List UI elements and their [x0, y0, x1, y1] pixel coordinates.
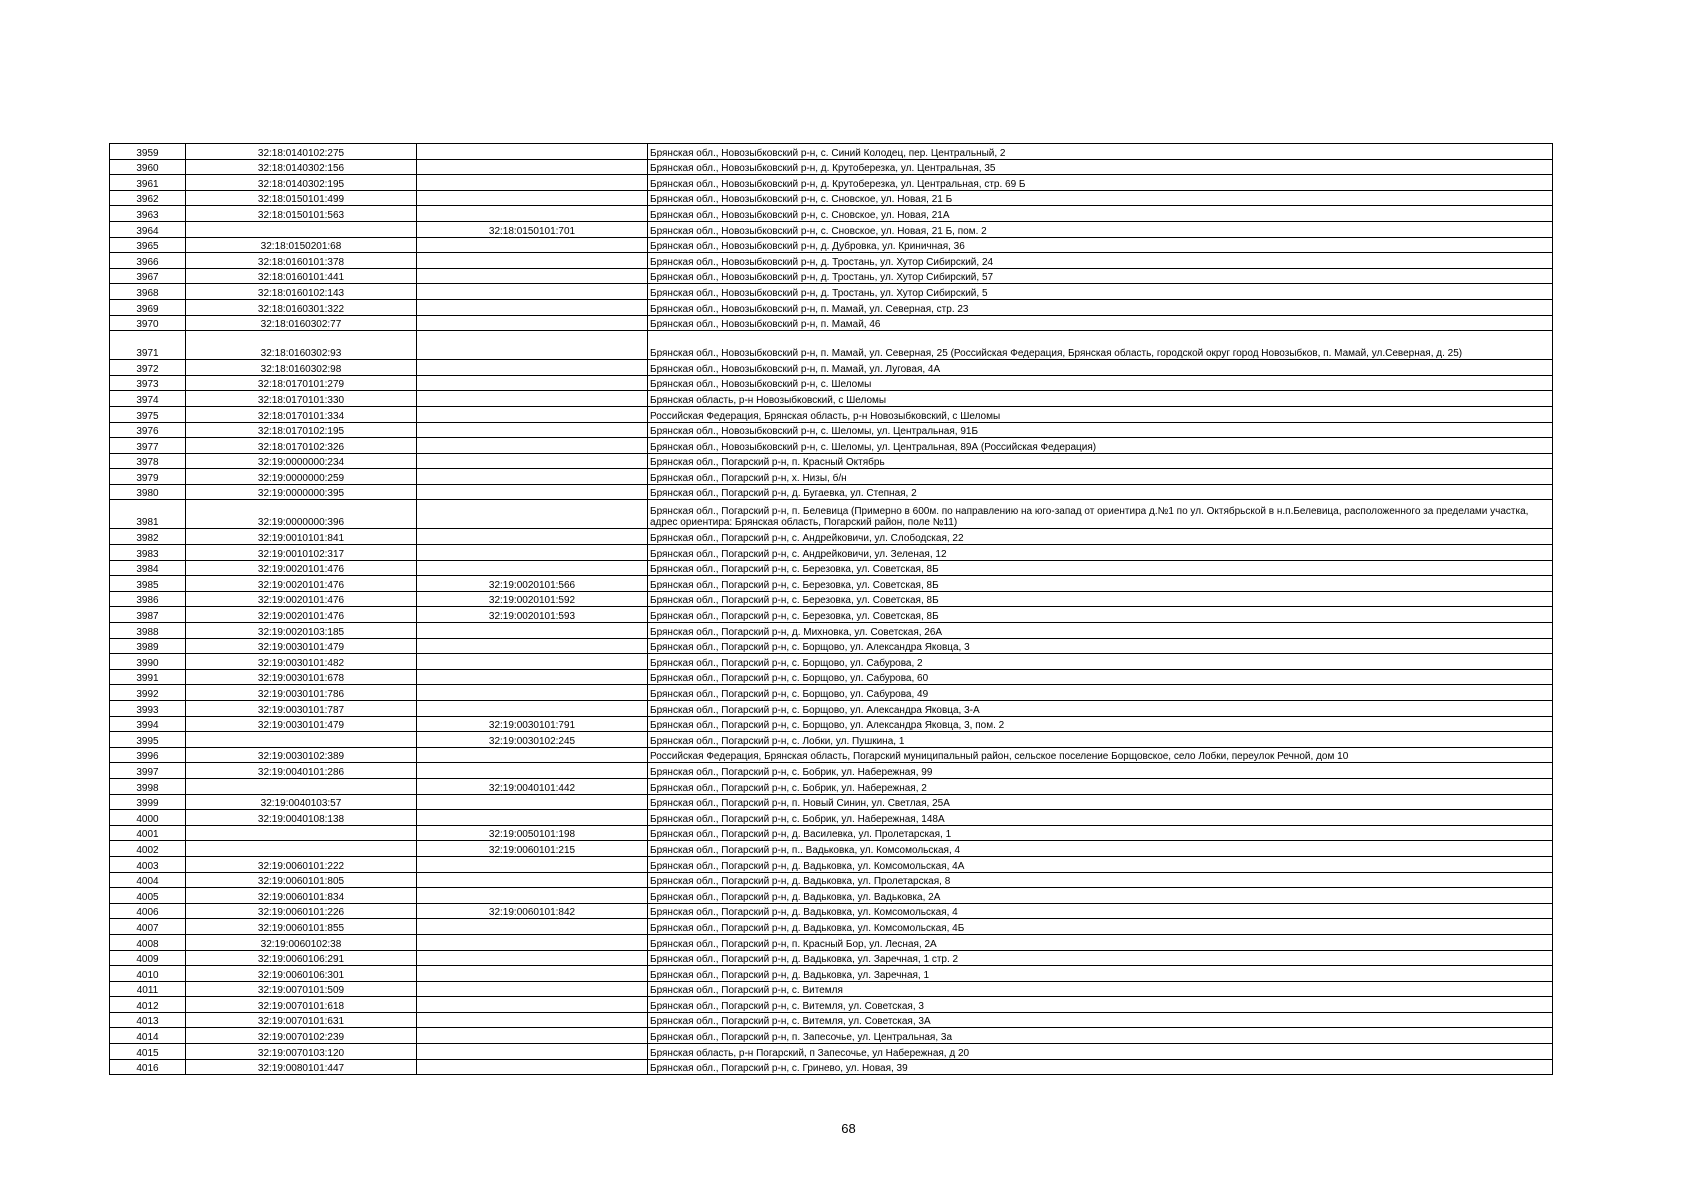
table-row [110, 576, 1553, 592]
table-row [110, 778, 1553, 794]
row-number-cell: 4003 [110, 856, 186, 872]
address-cell: Брянская обл., Новозыбковский р-н, с. Шеломы, ул. Центральная, 89А (Российская Федерация) [648, 438, 1553, 454]
table-row [110, 591, 1553, 607]
cadastral-number-cell: 32:19:0060101:855 [186, 919, 417, 935]
address-cell: Российская Федерация, Брянская область, р-н Новозыбковский, с Шеломы [648, 406, 1553, 422]
related-cadastral-number-cell [417, 623, 648, 639]
related-cadastral-number-cell [417, 810, 648, 826]
address-cell: Брянская обл., Погарский р-н, с. Борщово, ул. Александра Яковца, 3-А [648, 701, 1553, 717]
address-cell: Брянская обл., Новозыбковский р-н, д. Тростань, ул. Хутор Сибирский, 57 [648, 268, 1553, 284]
table-row [110, 144, 1553, 160]
cadastral-number-cell: 32:19:0060101:805 [186, 872, 417, 888]
related-cadastral-number-cell [417, 997, 648, 1013]
address-cell: Брянская обл., Погарский р-н, д. Вадьковка, ул. Пролетарская, 8 [648, 872, 1553, 888]
related-cadastral-number-cell [417, 331, 648, 360]
table-row [110, 175, 1553, 191]
cadastral-number-cell: 32:19:0030102:389 [186, 747, 417, 763]
address-cell: Брянская обл., Новозыбковский р-н, д. Крутоберезка, ул. Центральная, 35 [648, 159, 1553, 175]
related-cadastral-number-cell [417, 299, 648, 315]
related-cadastral-number-cell [417, 919, 648, 935]
related-cadastral-number-cell [417, 422, 648, 438]
row-number-cell: 4010 [110, 966, 186, 982]
row-number-cell: 3977 [110, 438, 186, 454]
address-cell: Брянская обл., Погарский р-н, с. Борщово, ул. Александра Яковца, 3, пом. 2 [648, 716, 1553, 732]
row-number-cell: 3995 [110, 732, 186, 748]
related-cadastral-number-cell [417, 144, 648, 160]
address-cell: Брянская обл., Погарский р-н, с. Витемля, ул. Советская, 3 [648, 997, 1553, 1013]
address-cell: Брянская обл., Погарский р-н, с. Борщово, ул. Сабурова, 2 [648, 654, 1553, 670]
row-number-cell: 4015 [110, 1044, 186, 1060]
cadastral-number-cell: 32:19:0010101:841 [186, 529, 417, 545]
row-number-cell: 3974 [110, 391, 186, 407]
table-row [110, 500, 1553, 529]
address-cell: Брянская обл., Погарский р-н, х. Низы, б/н [648, 469, 1553, 485]
row-number-cell: 3997 [110, 763, 186, 779]
cadastral-number-cell: 32:19:0060106:301 [186, 966, 417, 982]
table-row [110, 638, 1553, 654]
table-row [110, 888, 1553, 904]
address-cell: Брянская обл., Новозыбковский р-н, д. Тростань, ул. Хутор Сибирский, 24 [648, 253, 1553, 269]
related-cadastral-number-cell [417, 981, 648, 997]
table-row [110, 484, 1553, 500]
table-row [110, 299, 1553, 315]
cadastral-number-cell: 32:19:0070101:618 [186, 997, 417, 1013]
cadastral-number-cell: 32:18:0160302:77 [186, 315, 417, 331]
table-row [110, 1044, 1553, 1060]
row-number-cell: 3982 [110, 529, 186, 545]
table-row [110, 1059, 1553, 1075]
address-cell: Брянская обл., Новозыбковский р-н, с. Сновское, ул. Новая, 21 Б [648, 190, 1553, 206]
address-cell: Брянская обл., Погарский р-н, д. Бугаевка, ул. Степная, 2 [648, 484, 1553, 500]
row-number-cell: 4002 [110, 841, 186, 857]
row-number-cell: 4001 [110, 825, 186, 841]
table-row [110, 747, 1553, 763]
table-row [110, 545, 1553, 561]
cadastral-number-cell: 32:18:0170101:334 [186, 406, 417, 422]
address-cell: Брянская обл., Погарский р-н, п. Белевица (Примерно в 600м. по направлению на юго-запад от ориентира д.№1 по ул. Октябрьской в н.п.Белевица, расположенного за пределами участка, адрес ориентира: Брянская область, Погарский район, поле №11) [648, 500, 1553, 529]
row-number-cell: 3966 [110, 253, 186, 269]
related-cadastral-number-cell [417, 950, 648, 966]
table-row [110, 934, 1553, 950]
cadastral-number-cell: 32:19:0010102:317 [186, 545, 417, 561]
row-number-cell: 3999 [110, 794, 186, 810]
row-number-cell: 3969 [110, 299, 186, 315]
related-cadastral-number-cell [417, 856, 648, 872]
related-cadastral-number-cell [417, 315, 648, 331]
cadastral-number-cell: 32:18:0150201:68 [186, 237, 417, 253]
address-cell: Брянская обл., Новозыбковский р-н, с. Синий Колодец, пер. Центральный, 2 [648, 144, 1553, 160]
cadastral-number-cell: 32:19:0060106:291 [186, 950, 417, 966]
related-cadastral-number-cell [417, 1059, 648, 1075]
row-number-cell: 3979 [110, 469, 186, 485]
row-number-cell: 4009 [110, 950, 186, 966]
address-cell: Брянская обл., Новозыбковский р-н, д. Дубровка, ул. Криничная, 36 [648, 237, 1553, 253]
cadastral-number-cell: 32:19:0070101:509 [186, 981, 417, 997]
cadastral-number-cell [186, 221, 417, 237]
cadastral-number-cell: 32:18:0150101:499 [186, 190, 417, 206]
related-cadastral-number-cell [417, 1044, 648, 1060]
row-number-cell: 3972 [110, 360, 186, 376]
table-row [110, 841, 1553, 857]
address-cell: Брянская обл., Погарский р-н, с. Гринево, ул. Новая, 39 [648, 1059, 1553, 1075]
row-number-cell: 3976 [110, 422, 186, 438]
row-number-cell: 4008 [110, 934, 186, 950]
related-cadastral-number-cell: 32:19:0040101:442 [417, 778, 648, 794]
address-cell: Брянская обл., Погарский р-н, д. Василевка, ул. Пролетарская, 1 [648, 825, 1553, 841]
table-row [110, 654, 1553, 670]
related-cadastral-number-cell [417, 438, 648, 454]
table-row [110, 810, 1553, 826]
row-number-cell: 3992 [110, 685, 186, 701]
cadastral-number-cell: 32:19:0020101:476 [186, 576, 417, 592]
table-row [110, 331, 1553, 360]
row-number-cell: 3983 [110, 545, 186, 561]
address-cell: Брянская обл., Новозыбковский р-н, д. Крутоберезка, ул. Центральная, стр. 69 Б [648, 175, 1553, 191]
cadastral-number-cell [186, 841, 417, 857]
related-cadastral-number-cell [417, 484, 648, 500]
related-cadastral-number-cell [417, 453, 648, 469]
row-number-cell: 3967 [110, 268, 186, 284]
related-cadastral-number-cell [417, 175, 648, 191]
table-row [110, 716, 1553, 732]
row-number-cell: 3986 [110, 591, 186, 607]
related-cadastral-number-cell [417, 159, 648, 175]
address-cell: Брянская обл., Новозыбковский р-н, п. Мамай, ул. Луговая, 4А [648, 360, 1553, 376]
cadastral-number-cell: 32:18:0170101:279 [186, 375, 417, 391]
related-cadastral-number-cell: 32:19:0020101:566 [417, 576, 648, 592]
address-cell: Брянская обл., Погарский р-н, д. Вадьковка, ул. Комсомольская, 4Б [648, 919, 1553, 935]
cadastral-number-cell: 32:19:0030101:678 [186, 669, 417, 685]
row-number-cell: 3961 [110, 175, 186, 191]
cadastral-number-cell: 32:19:0060102:38 [186, 934, 417, 950]
row-number-cell: 3978 [110, 453, 186, 469]
table-row [110, 159, 1553, 175]
row-number-cell: 3968 [110, 284, 186, 300]
related-cadastral-number-cell [417, 1028, 648, 1044]
cadastral-number-cell: 32:18:0170102:195 [186, 422, 417, 438]
related-cadastral-number-cell [417, 391, 648, 407]
table-row [110, 685, 1553, 701]
table-row [110, 391, 1553, 407]
row-number-cell: 4005 [110, 888, 186, 904]
table-row [110, 315, 1553, 331]
cadastral-number-cell: 32:19:0030101:787 [186, 701, 417, 717]
cadastral-number-cell: 32:19:0060101:226 [186, 903, 417, 919]
address-cell: Брянская обл., Погарский р-н, д. Вадьковка, ул. Вадьковка, 2А [648, 888, 1553, 904]
row-number-cell: 4006 [110, 903, 186, 919]
address-cell: Брянская обл., Новозыбковский р-н, д. Тростань, ул. Хутор Сибирский, 5 [648, 284, 1553, 300]
address-cell: Брянская обл., Погарский р-н, с. Березовка, ул. Советская, 8Б [648, 560, 1553, 576]
table-row [110, 950, 1553, 966]
related-cadastral-number-cell: 32:19:0060101:842 [417, 903, 648, 919]
cadastral-number-cell: 32:19:0070101:631 [186, 1012, 417, 1028]
row-number-cell: 3962 [110, 190, 186, 206]
related-cadastral-number-cell [417, 469, 648, 485]
table-row [110, 360, 1553, 376]
cadastral-number-cell: 32:18:0160302:93 [186, 331, 417, 360]
table-row [110, 253, 1553, 269]
row-number-cell: 3988 [110, 623, 186, 639]
address-cell: Брянская обл., Погарский р-н, с. Березовка, ул. Советская, 8Б [648, 591, 1553, 607]
row-number-cell: 3984 [110, 560, 186, 576]
cadastral-number-cell: 32:19:0000000:259 [186, 469, 417, 485]
related-cadastral-number-cell: 32:18:0150101:701 [417, 221, 648, 237]
table-row [110, 701, 1553, 717]
address-cell: Брянская обл., Новозыбковский р-н, с. Шеломы, ул. Центральная, 91Б [648, 422, 1553, 438]
table-row [110, 981, 1553, 997]
address-cell: Брянская обл., Погарский р-н, с. Андрейковичи, ул. Зеленая, 12 [648, 545, 1553, 561]
related-cadastral-number-cell [417, 1012, 648, 1028]
related-cadastral-number-cell [417, 654, 648, 670]
address-cell: Брянская обл., Погарский р-н, с. Борщово, ул. Сабурова, 49 [648, 685, 1553, 701]
related-cadastral-number-cell [417, 360, 648, 376]
table-row [110, 190, 1553, 206]
table-row [110, 825, 1553, 841]
cadastral-number-cell: 32:19:0020103:185 [186, 623, 417, 639]
table-row [110, 221, 1553, 237]
address-cell: Брянская обл., Погарский р-н, с. Бобрик, ул. Набережная, 99 [648, 763, 1553, 779]
row-number-cell: 4000 [110, 810, 186, 826]
address-cell: Брянская обл., Погарский р-н, с. Витемля, ул. Советская, 3А [648, 1012, 1553, 1028]
row-number-cell: 4004 [110, 872, 186, 888]
cadastral-number-cell: 32:19:0060101:222 [186, 856, 417, 872]
related-cadastral-number-cell [417, 794, 648, 810]
cadastral-number-cell: 32:19:0000000:234 [186, 453, 417, 469]
address-cell: Брянская обл., Погарский р-н, с. Бобрик, ул. Набережная, 148А [648, 810, 1553, 826]
page-number: 68 [841, 1121, 856, 1136]
related-cadastral-number-cell [417, 701, 648, 717]
related-cadastral-number-cell [417, 190, 648, 206]
related-cadastral-number-cell [417, 268, 648, 284]
related-cadastral-number-cell: 32:19:0060101:215 [417, 841, 648, 857]
table-row [110, 284, 1553, 300]
address-cell: Брянская обл., Новозыбковский р-н, с. Сновское, ул. Новая, 21А [648, 206, 1553, 222]
cadastral-number-cell: 32:18:0160101:378 [186, 253, 417, 269]
related-cadastral-number-cell: 32:19:0050101:198 [417, 825, 648, 841]
cadastral-number-cell: 32:19:0040101:286 [186, 763, 417, 779]
cadastral-number-cell: 32:18:0170102:326 [186, 438, 417, 454]
address-cell: Брянская обл., Погарский р-н, п. Запесочье, ул. Центральная, 3а [648, 1028, 1553, 1044]
address-cell: Брянская обл., Погарский р-н, с. Борщово, ул. Сабурова, 60 [648, 669, 1553, 685]
address-cell: Брянская обл., Погарский р-н, д. Вадьковка, ул. Заречная, 1 стр. 2 [648, 950, 1553, 966]
related-cadastral-number-cell [417, 545, 648, 561]
address-cell: Брянская обл., Новозыбковский р-н, п. Мамай, ул. Северная, 25 (Российская Федерация, Брянская область, городской округ город Новозыбков, п. Мамай, ул.Северная, д. 25) [648, 331, 1553, 360]
row-number-cell: 3994 [110, 716, 186, 732]
cadastral-number-cell [186, 825, 417, 841]
cadastral-number-cell: 32:18:0160301:322 [186, 299, 417, 315]
cadastral-number-cell: 32:18:0170101:330 [186, 391, 417, 407]
cadastral-number-cell: 32:19:0040103:57 [186, 794, 417, 810]
table-row [110, 453, 1553, 469]
row-number-cell: 3963 [110, 206, 186, 222]
related-cadastral-number-cell [417, 500, 648, 529]
row-number-cell: 4011 [110, 981, 186, 997]
related-cadastral-number-cell [417, 253, 648, 269]
related-cadastral-number-cell [417, 638, 648, 654]
cadastral-number-cell: 32:19:0030101:479 [186, 638, 417, 654]
related-cadastral-number-cell [417, 406, 648, 422]
address-cell: Брянская обл., Погарский р-н, с. Березовка, ул. Советская, 8Б [648, 607, 1553, 623]
cadastral-number-cell [186, 778, 417, 794]
table-row [110, 856, 1553, 872]
row-number-cell: 3993 [110, 701, 186, 717]
registry-table-body [110, 144, 1553, 1075]
cadastral-number-cell: 32:19:0030101:479 [186, 716, 417, 732]
cadastral-number-cell: 32:19:0020101:476 [186, 560, 417, 576]
row-number-cell: 3989 [110, 638, 186, 654]
table-row [110, 732, 1553, 748]
related-cadastral-number-cell: 32:19:0020101:592 [417, 591, 648, 607]
address-cell: Брянская обл., Погарский р-н, д. Михновка, ул. Советская, 26А [648, 623, 1553, 639]
related-cadastral-number-cell [417, 284, 648, 300]
related-cadastral-number-cell: 32:19:0030101:791 [417, 716, 648, 732]
row-number-cell: 3973 [110, 375, 186, 391]
row-number-cell: 3998 [110, 778, 186, 794]
related-cadastral-number-cell [417, 872, 648, 888]
table-row [110, 607, 1553, 623]
cadastral-number-cell: 32:19:0070102:239 [186, 1028, 417, 1044]
table-row [110, 375, 1553, 391]
related-cadastral-number-cell [417, 375, 648, 391]
table-row [110, 794, 1553, 810]
table-row [110, 623, 1553, 639]
address-cell: Брянская обл., Погарский р-н, с. Березовка, ул. Советская, 8Б [648, 576, 1553, 592]
row-number-cell: 3965 [110, 237, 186, 253]
cadastral-number-cell: 32:18:0140102:275 [186, 144, 417, 160]
address-cell: Брянская обл., Погарский р-н, д. Вадьковка, ул. Комсомольская, 4 [648, 903, 1553, 919]
related-cadastral-number-cell [417, 560, 648, 576]
table-row [110, 669, 1553, 685]
registry-table [109, 143, 1553, 1075]
address-cell: Брянская обл., Погарский р-н, п.. Вадьковка, ул. Комсомольская, 4 [648, 841, 1553, 857]
row-number-cell: 3996 [110, 747, 186, 763]
address-cell: Брянская обл., Новозыбковский р-н, с. Сновское, ул. Новая, 21 Б, пом. 2 [648, 221, 1553, 237]
cadastral-number-cell: 32:18:0160102:143 [186, 284, 417, 300]
cadastral-number-cell: 32:18:0160302:98 [186, 360, 417, 376]
related-cadastral-number-cell [417, 763, 648, 779]
row-number-cell: 4014 [110, 1028, 186, 1044]
row-number-cell: 3959 [110, 144, 186, 160]
table-row [110, 919, 1553, 935]
row-number-cell: 3987 [110, 607, 186, 623]
related-cadastral-number-cell: 32:19:0020101:593 [417, 607, 648, 623]
related-cadastral-number-cell [417, 747, 648, 763]
related-cadastral-number-cell [417, 888, 648, 904]
cadastral-number-cell: 32:19:0070103:120 [186, 1044, 417, 1060]
row-number-cell: 3981 [110, 500, 186, 529]
cadastral-number-cell: 32:19:0020101:476 [186, 607, 417, 623]
address-cell: Брянская обл., Погарский р-н, с. Андрейковичи, ул. Слободская, 22 [648, 529, 1553, 545]
related-cadastral-number-cell: 32:19:0030102:245 [417, 732, 648, 748]
address-cell: Брянская обл., Погарский р-н, п. Новый Синин, ул. Светлая, 25А [648, 794, 1553, 810]
table-row [110, 1028, 1553, 1044]
related-cadastral-number-cell [417, 934, 648, 950]
cadastral-number-cell: 32:19:0030101:482 [186, 654, 417, 670]
address-cell: Брянская обл., Новозыбковский р-н, п. Мамай, 46 [648, 315, 1553, 331]
address-cell: Брянская обл., Погарский р-н, с. Лобки, ул. Пушкина, 1 [648, 732, 1553, 748]
table-row [110, 237, 1553, 253]
cadastral-number-cell: 32:19:0080101:447 [186, 1059, 417, 1075]
row-number-cell: 4007 [110, 919, 186, 935]
table-row [110, 268, 1553, 284]
row-number-cell: 3991 [110, 669, 186, 685]
row-number-cell: 3985 [110, 576, 186, 592]
address-cell: Брянская обл., Погарский р-н, п. Красный Бор, ул. Лесная, 2А [648, 934, 1553, 950]
row-number-cell: 3960 [110, 159, 186, 175]
row-number-cell: 3971 [110, 331, 186, 360]
address-cell: Брянская обл., Погарский р-н, п. Красный Октябрь [648, 453, 1553, 469]
table-row [110, 997, 1553, 1013]
address-cell: Брянская обл., Новозыбковский р-н, п. Мамай, ул. Северная, стр. 23 [648, 299, 1553, 315]
table-row [110, 469, 1553, 485]
cadastral-number-cell: 32:19:0000000:396 [186, 500, 417, 529]
address-cell: Брянская область, р-н Новозыбковский, с Шеломы [648, 391, 1553, 407]
table-row [110, 872, 1553, 888]
related-cadastral-number-cell [417, 669, 648, 685]
row-number-cell: 3964 [110, 221, 186, 237]
row-number-cell: 4013 [110, 1012, 186, 1028]
address-cell: Брянская обл., Погарский р-н, д. Вадьковка, ул. Заречная, 1 [648, 966, 1553, 982]
address-cell: Брянская обл., Погарский р-н, с. Бобрик, ул. Набережная, 2 [648, 778, 1553, 794]
cadastral-number-cell: 32:19:0020101:476 [186, 591, 417, 607]
table-row [110, 966, 1553, 982]
related-cadastral-number-cell [417, 206, 648, 222]
cadastral-number-cell: 32:18:0160101:441 [186, 268, 417, 284]
table-row [110, 903, 1553, 919]
address-cell: Брянская обл., Погарский р-н, с. Витемля [648, 981, 1553, 997]
table-row [110, 206, 1553, 222]
cadastral-number-cell: 32:19:0040108:138 [186, 810, 417, 826]
row-number-cell: 3990 [110, 654, 186, 670]
table-row [110, 763, 1553, 779]
related-cadastral-number-cell [417, 529, 648, 545]
address-cell: Брянская область, р-н Погарский, п Запесочье, ул Набережная, д 20 [648, 1044, 1553, 1060]
table-row [110, 438, 1553, 454]
table-row [110, 529, 1553, 545]
address-cell: Брянская обл., Погарский р-н, д. Вадьковка, ул. Комсомольская, 4А [648, 856, 1553, 872]
table-row [110, 422, 1553, 438]
table-row [110, 406, 1553, 422]
table-row [110, 560, 1553, 576]
cadastral-number-cell: 32:18:0140302:156 [186, 159, 417, 175]
cadastral-number-cell [186, 732, 417, 748]
row-number-cell: 3980 [110, 484, 186, 500]
address-cell: Брянская обл., Погарский р-н, с. Борщово, ул. Александра Яковца, 3 [648, 638, 1553, 654]
cadastral-number-cell: 32:18:0140302:195 [186, 175, 417, 191]
address-cell: Брянская обл., Новозыбковский р-н, с. Шеломы [648, 375, 1553, 391]
row-number-cell: 3975 [110, 406, 186, 422]
cadastral-number-cell: 32:19:0030101:786 [186, 685, 417, 701]
related-cadastral-number-cell [417, 966, 648, 982]
cadastral-number-cell: 32:19:0060101:834 [186, 888, 417, 904]
table-row [110, 1012, 1553, 1028]
address-cell: Российская Федерация, Брянская область, Погарский муниципальный район, сельское поселение Борщовское, село Лобки, переулок Речной, дом 10 [648, 747, 1553, 763]
cadastral-number-cell: 32:19:0000000:395 [186, 484, 417, 500]
row-number-cell: 3970 [110, 315, 186, 331]
row-number-cell: 4016 [110, 1059, 186, 1075]
related-cadastral-number-cell [417, 237, 648, 253]
cadastral-number-cell: 32:18:0150101:563 [186, 206, 417, 222]
related-cadastral-number-cell [417, 685, 648, 701]
row-number-cell: 4012 [110, 997, 186, 1013]
